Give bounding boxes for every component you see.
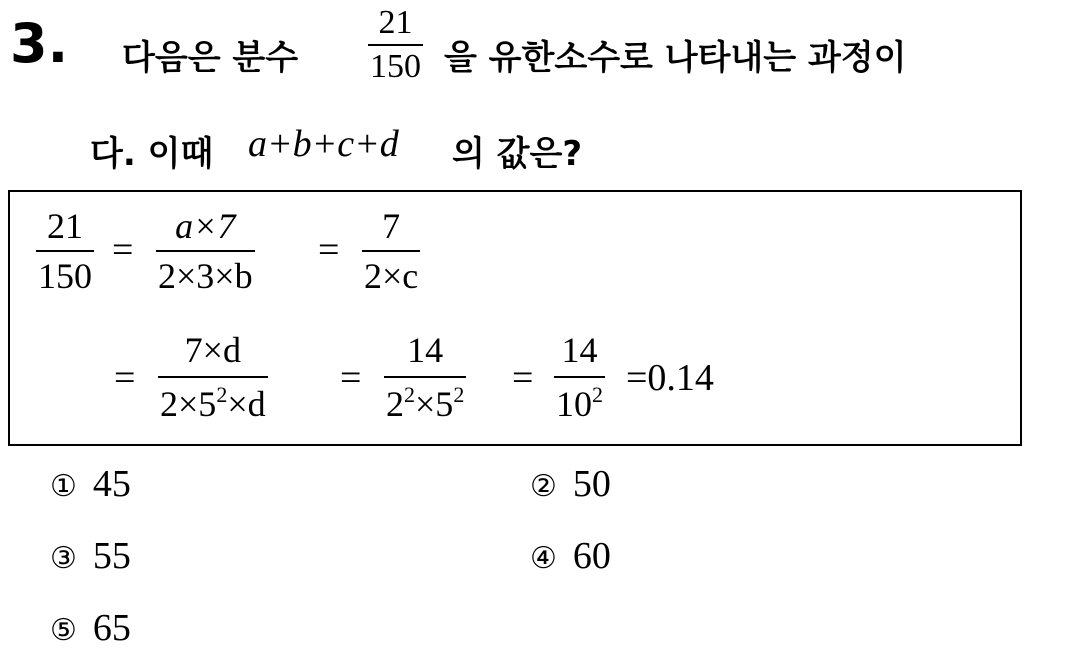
- den-part: ×5: [415, 384, 454, 424]
- choice-value: 50: [572, 463, 611, 505]
- fraction-bar: [384, 376, 466, 378]
- choice-2[interactable]: [530, 462, 611, 506]
- denominator: 2×c: [364, 256, 419, 296]
- fraction-denominator: 150: [370, 48, 421, 85]
- fraction-bar: [156, 250, 255, 252]
- numerator: a×7: [175, 206, 236, 246]
- choice-marker: ②: [530, 469, 557, 504]
- equals-sign: =: [512, 357, 534, 399]
- choice-5[interactable]: [50, 606, 131, 650]
- choice-marker: ①: [50, 469, 77, 504]
- numerator: 14: [561, 330, 598, 370]
- numerator: 7: [382, 206, 401, 246]
- fraction-bar: [368, 44, 423, 46]
- denominator: [158, 382, 268, 424]
- denominator: 150: [38, 256, 92, 296]
- denominator: 2×3×b: [158, 256, 253, 296]
- exponent: 2: [216, 382, 228, 407]
- numerator: 14: [407, 330, 444, 370]
- fraction-14-over-2sq-5sq: [384, 332, 466, 422]
- choice-1[interactable]: [50, 462, 131, 506]
- den-part: 2×5: [160, 384, 217, 424]
- choice-marker: ③: [50, 541, 77, 576]
- question-text-part3: 다. 이때: [90, 134, 214, 174]
- expression-a-b-c-d: a+b+c+d: [248, 123, 399, 165]
- question-text-part1: 다음은 분수: [122, 38, 299, 78]
- choice-value: 45: [92, 463, 131, 505]
- question-number: 3.: [10, 12, 69, 75]
- numerator: 21: [47, 206, 83, 246]
- equals-sign: =: [318, 229, 340, 271]
- choice-marker: ⑤: [50, 613, 77, 648]
- fraction-7d-over-2x5sq-d: [158, 332, 268, 422]
- exponent: 2: [404, 382, 415, 407]
- fraction-bar: [554, 376, 605, 378]
- fraction-a7-over-23b: [156, 208, 255, 294]
- equals-sign: =: [114, 357, 136, 399]
- exponent: 2: [453, 382, 465, 407]
- exponent: 2: [592, 382, 603, 407]
- den-part: ×d: [227, 384, 266, 424]
- fraction-bar: [36, 250, 94, 252]
- den-part: 2: [386, 384, 404, 424]
- choice-marker: ④: [530, 541, 557, 576]
- choice-value: 55: [92, 535, 131, 577]
- choice-value: 65: [92, 607, 131, 649]
- result-value: =0.14: [626, 357, 714, 399]
- den-part: 10: [556, 384, 592, 424]
- denominator: [554, 382, 605, 424]
- denominator: [384, 382, 466, 424]
- choice-4[interactable]: [530, 534, 611, 578]
- fraction-7-over-2c: [362, 208, 420, 294]
- equals-sign: =: [340, 357, 362, 399]
- question-text-part4: 의 값은?: [452, 134, 583, 174]
- choice-value: 60: [572, 535, 611, 577]
- fraction-14-over-10sq: [554, 332, 605, 422]
- numerator: 7×d: [184, 330, 241, 370]
- fraction-bar: [362, 250, 420, 252]
- question-text-part2: 을 유한소수로 나타내는 과정이: [444, 38, 907, 78]
- fraction-bar: [158, 376, 268, 378]
- equals-sign: =: [112, 229, 134, 271]
- fraction-21-over-150: [36, 208, 94, 294]
- choice-3[interactable]: [50, 534, 131, 578]
- fraction-numerator: 21: [378, 4, 413, 41]
- question-fraction: [368, 6, 423, 84]
